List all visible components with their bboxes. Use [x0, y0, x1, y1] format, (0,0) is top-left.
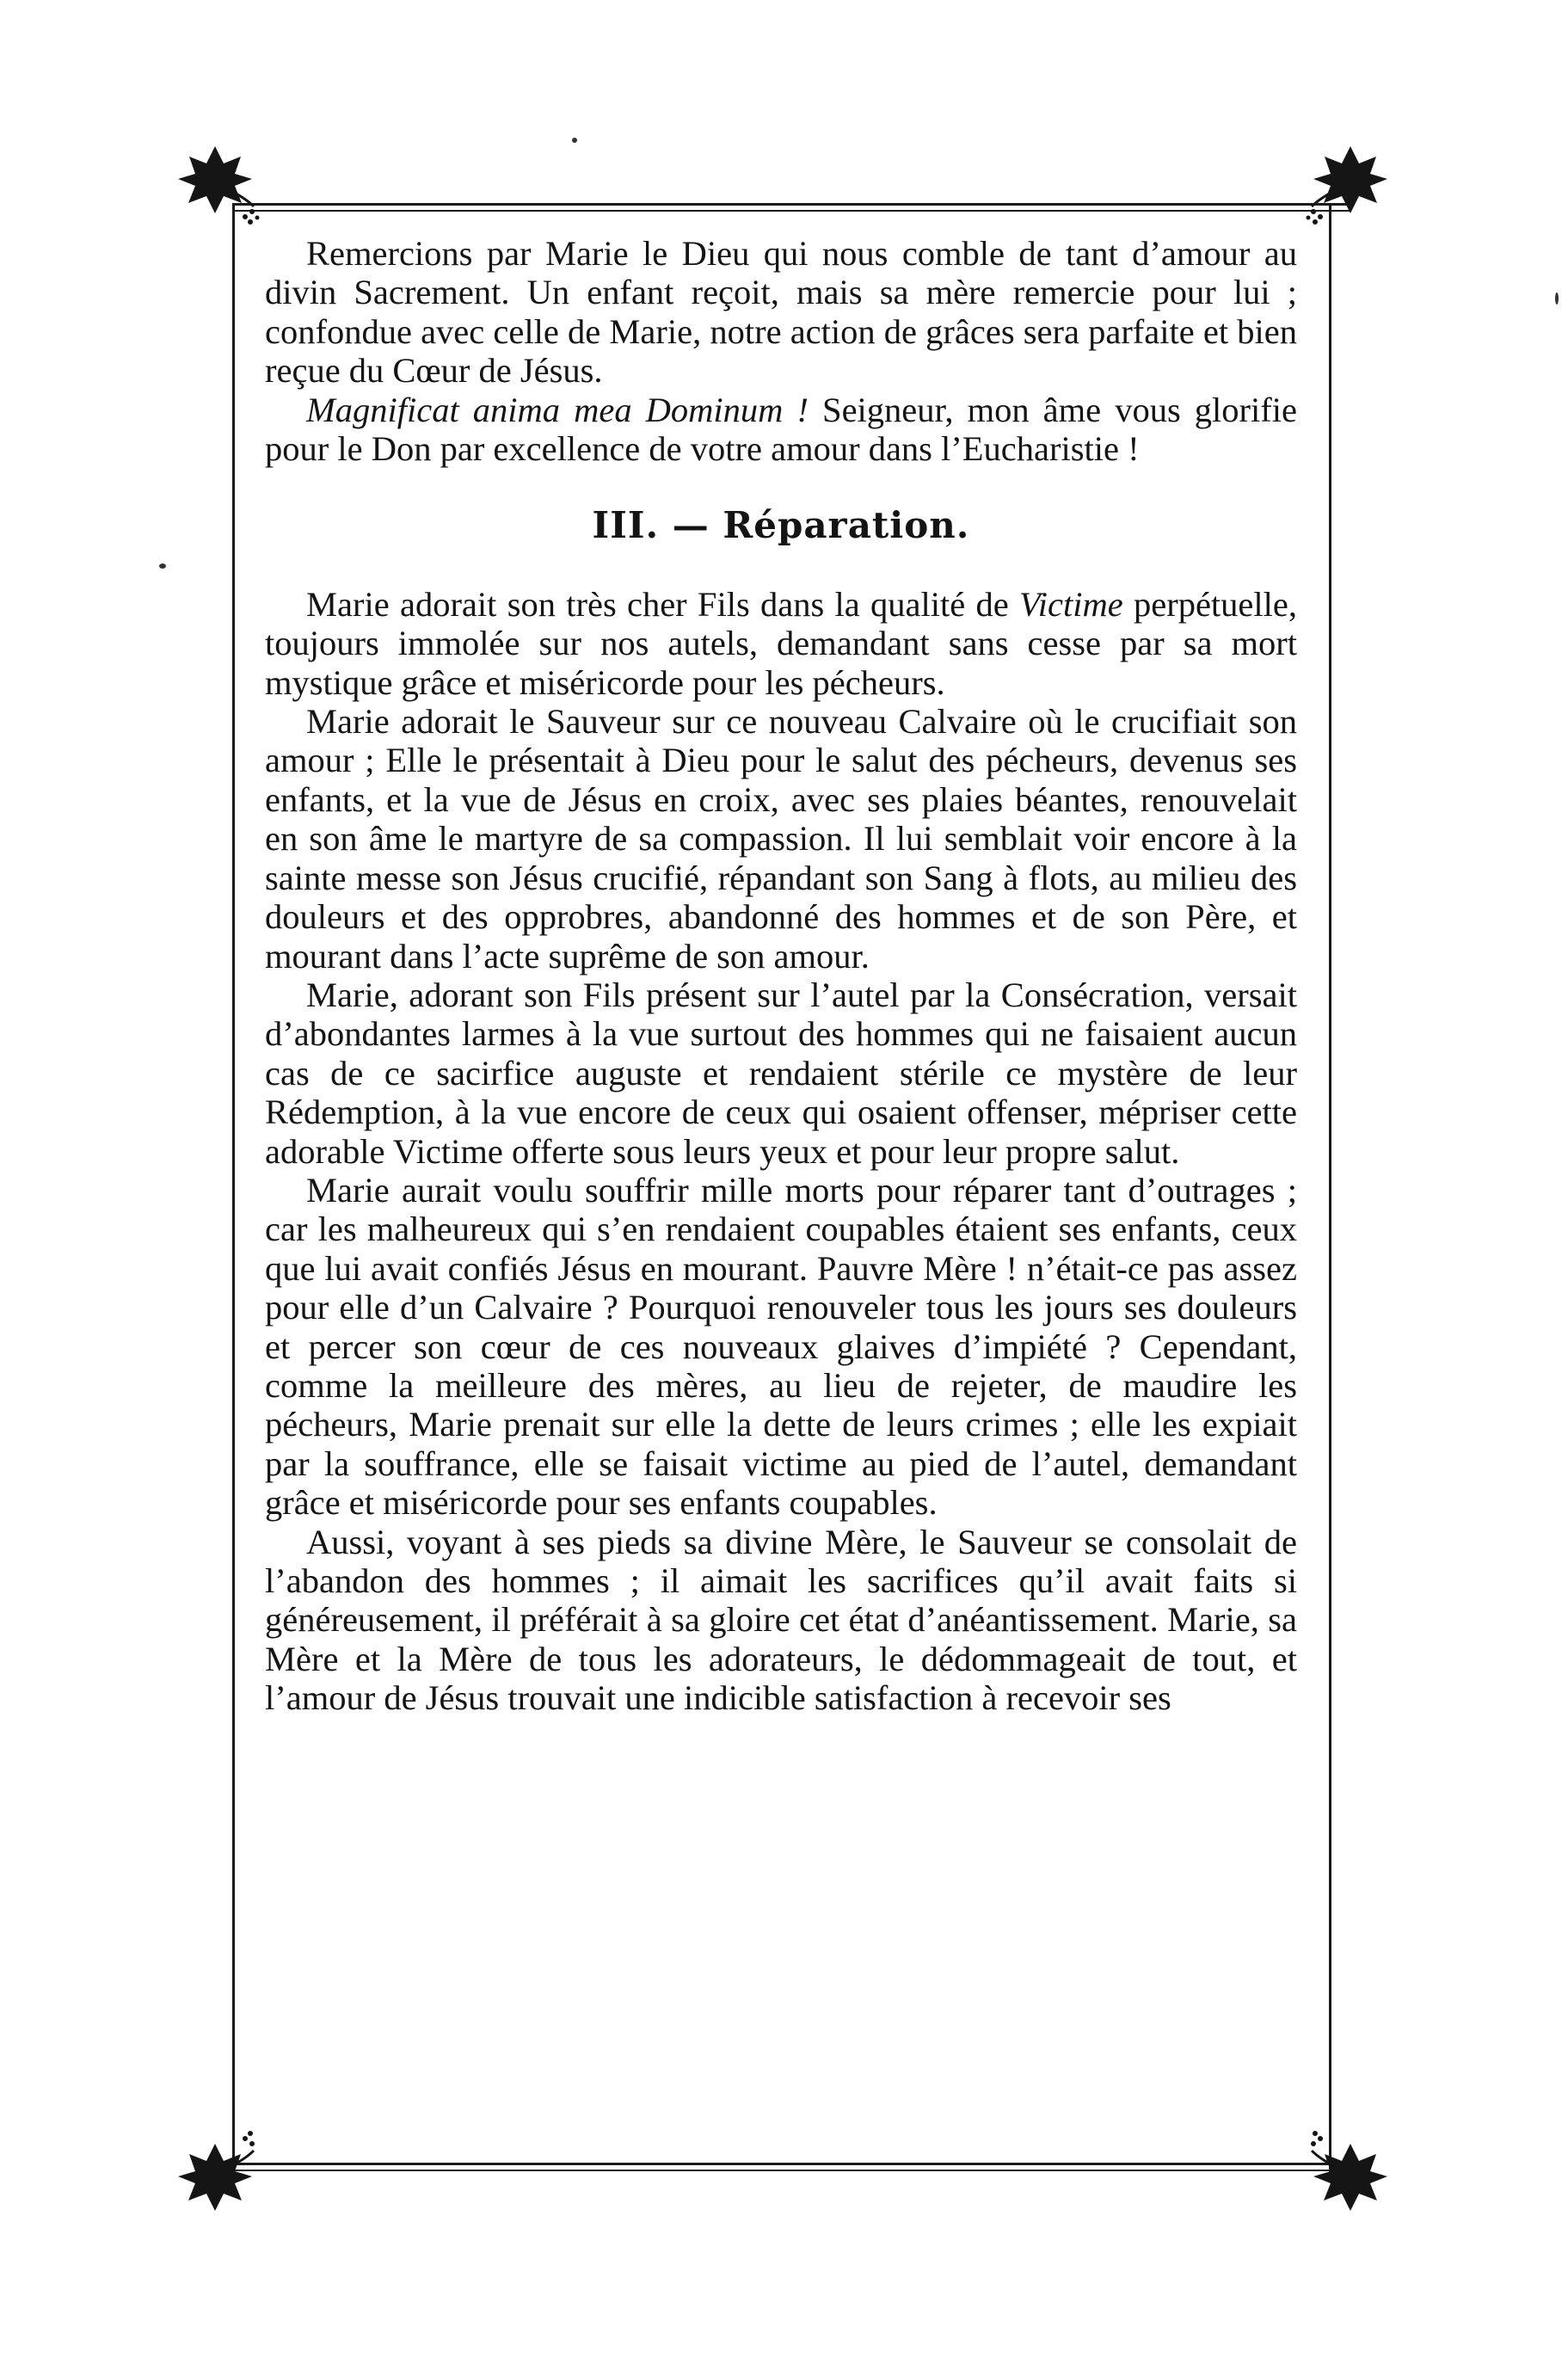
paragraph-reparation: Marie aurait voulu souffrir mille morts pour réparer tant d’outrages ; car les malheureux qui s’en rendaient coupables étaient ses enfants, ceux que lui avait confiés Jésus en mourant. Pauvre Mère ! n’était-ce pas assez pour elle d’un Calvaire ? Pourquoi renouveler tous les jours ses douleurs et percer son cœur de ces nouveaux glaives d’impiété ? Cependant, comme la meilleure des mères, au lieu de rejeter, de maudire les pécheurs, Marie prenait sur elle la dette de leurs crimes ; elle les expiait par la souffrance, elle se faisait victime au pied de l’autel, demandant grâce et miséricorde pour ses enfants coupables.: [265, 1170, 1297, 1523]
paragraph-victime: [265, 585, 1297, 702]
prayer-paragraph: [265, 391, 1297, 469]
vine-leaf-ornament-icon: [1303, 138, 1398, 232]
intro-paragraph: Remercions par Marie le Dieu qui nous comble de tant d’amour au divin Sacrement. Un enfant reçoit, mais sa mère remercie pour lui ; confondue avec celle de Marie, notre action de grâces sera parfaite et bien reçue du Cœur de Jésus.: [265, 234, 1297, 391]
top-border-rule: [232, 203, 1350, 206]
page-text: [265, 234, 1297, 1718]
paragraph-text: perpétuelle, toujours immolée sur nos autels, demandant sans cesse par sa mort mystique grâce et miséricorde pour les pécheurs.: [265, 584, 1297, 702]
paragraph-text: Marie adorait son très cher Fils dans la qualité de: [306, 584, 1019, 624]
scan-speck: [159, 563, 166, 569]
vine-leaf-ornament-icon: [168, 138, 262, 232]
bottom-border-rule-inner: [232, 2170, 1350, 2171]
vine-leaf-ornament-icon: [1303, 2125, 1398, 2219]
italic-word: Victime: [1019, 584, 1123, 624]
left-border-rule: [232, 203, 235, 2173]
paragraph-consecration: Marie, adorant son Fils présent sur l’autel par la Consécration, versait d’abondantes larmes à la vue surtout des hommes qui ne faisaient aucun cas de ce sacirfice auguste et rendaient stérile ce mystère de leur Rédemption, à la vue encore de ceux qui osaient offenser, mépriser cette adorable Victime offerte sous leurs yeux et pour leur propre salut.: [265, 975, 1297, 1171]
scan-speck: [572, 138, 577, 143]
latin-prayer: Magnificat anima mea Dominum !: [306, 390, 809, 429]
right-border-rule: [1329, 203, 1331, 2173]
vine-leaf-ornament-icon: [168, 2125, 262, 2219]
top-border-rule-inner: [232, 210, 1350, 212]
paragraph-calvaire: Marie adorait le Sauveur sur ce nouveau Calvaire où le crucifiait son amour ; Elle le présentait à Dieu pour le salut des pécheurs, devenus ses enfants, et la vue de Jésus en croix, avec ses plaies béantes, renouvelait en son âme le martyre de sa compassion. Il lui semblait voir encore à la sainte messe son Jésus crucifié, répandant son Sang à flots, au milieu des douleurs et des opprobres, abandonné des hommes et de son Père, et mourant dans l’acte suprême de son amour.: [265, 702, 1297, 976]
scan-speck: [1555, 292, 1559, 305]
bottom-border-rule: [232, 2163, 1350, 2165]
section-heading: III. — Réparation.: [592, 504, 970, 547]
paragraph-consolation: Aussi, voyant à ses pieds sa divine Mère, le Sauveur se consolait de l’abandon des hommes ; il aimait les sacrifices qu’il avait faits si généreusement, il préférait à sa gloire cet état d’anéantissement. Marie, sa Mère et la Mère de tous les adorateurs, le dédommageait de tout, et l’amour de Jésus trouvait une indicible satisfaction à recevoir ses: [265, 1522, 1297, 1718]
french-prayer: Seigneur, mon âme vous glorifie pour le Don par excellence de votre amour dans l’Eucharistie !: [265, 390, 1297, 469]
